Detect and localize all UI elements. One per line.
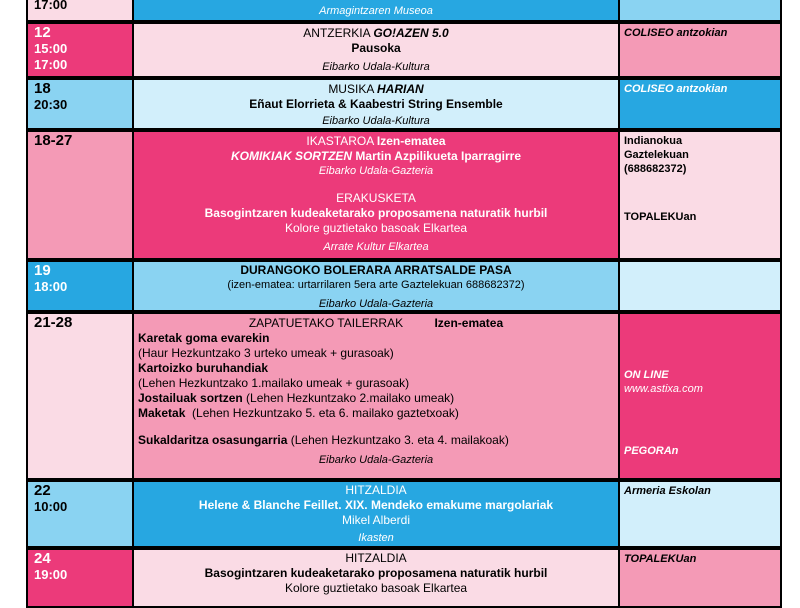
place-cell (620, 0, 780, 20)
place-cell (620, 550, 780, 606)
event-day: 19 (34, 262, 51, 279)
event-title: Eñaut Elorrieta & Kaabestri String Ensemble (249, 97, 503, 111)
date-cell (28, 0, 134, 20)
place-cell (620, 132, 780, 258)
place-cell (620, 314, 780, 478)
event-place: Indianokua Gaztelekuan (688682372) (624, 135, 689, 175)
event-category: MUSIKA (328, 82, 374, 96)
event-time: 17:00 (34, 57, 68, 72)
place-cell (620, 262, 780, 310)
event-place: ON LINE (624, 369, 669, 381)
event-title: Basogintzaren kudeaketarako proposamena naturatik hurbil (204, 206, 548, 220)
event-day: 12 (34, 24, 51, 41)
event-time: 10:00 (34, 499, 68, 514)
workshop-list (134, 331, 618, 448)
event-author: Martin Azpilikueta Iparragirre (355, 149, 522, 163)
event-organizer: Eibarko Udala-Gazteria (318, 454, 434, 466)
workshop-title: Karetak goma evarekin (138, 331, 270, 345)
event-row-2 (26, 78, 782, 130)
event-time: 18:00 (34, 279, 68, 294)
workshop-audience: (Lehen Hezkuntzako 5. eta 6. mailako gaztetxoak) (192, 406, 459, 420)
event-subtitle: Kolore guztietako basoak Elkartea (284, 581, 468, 595)
event-subtitle: (izen-ematea: urtarrilaren 5era arte Gaztelekuan 688682372) (227, 279, 525, 291)
event-day: 18-27 (34, 132, 73, 149)
date-cell (28, 24, 134, 76)
event-title: DURANGOKO BOLERARA ARRATSALDE PASA (240, 263, 512, 277)
event-place: TOPALEKUan (624, 553, 697, 565)
place-cell (620, 482, 780, 546)
event-registration: Izen-ematea (434, 316, 504, 330)
event-row-4 (26, 260, 782, 312)
event-title: Pausoka (351, 41, 401, 55)
workshop-title: Kartoizko buruhandiak (138, 361, 269, 375)
event-place: PEGORAn (624, 445, 679, 457)
event-place: TOPALEKUan (624, 211, 697, 223)
date-cell (28, 132, 134, 258)
place-cell (620, 24, 780, 76)
event-place: COLISEO antzokian (624, 27, 728, 39)
event-row-0 (26, 0, 782, 22)
workshop-title: Sukaldaritza osasungarria (138, 433, 288, 447)
event-title: Helene & Blanche Feillet. XIX. Mendeko emakume margolariak (198, 498, 554, 512)
event-row-6 (26, 480, 782, 548)
event-series: GO!AZEN 5.0 (373, 26, 449, 40)
event-organizer: Ikasten (358, 532, 394, 544)
event-organizer: Eibarko Udala-Gazteria (318, 165, 434, 177)
event-cell (134, 132, 620, 258)
event-title: KOMIKIAK SORTZEN (230, 149, 353, 163)
event-place: Armeria Eskolan (624, 485, 711, 497)
event-cell (134, 482, 620, 546)
event-organizer: Armagintzaren Museoa (319, 5, 433, 17)
event-row-7 (26, 548, 782, 608)
event-cell (134, 314, 620, 478)
event-time: 20:30 (34, 97, 68, 112)
event-category: ERAKUSKETA (336, 191, 416, 205)
event-organizer: Eibarko Udala-Kultura (322, 115, 430, 127)
event-row-5 (26, 312, 782, 480)
workshop-audience: (Lehen Hezkuntzako 3. eta 4. mailakoak) (290, 433, 509, 447)
workshop-title: Maketak (138, 406, 186, 420)
event-time: 15:00 (34, 41, 68, 56)
event-cell (134, 80, 620, 128)
place-cell (620, 80, 780, 128)
event-category: ANTZERKIA (303, 26, 370, 40)
date-cell (28, 80, 134, 128)
event-title: Basogintzaren kudeaketarako proposamena naturatik hurbil (204, 566, 548, 580)
event-day: 18 (34, 80, 51, 97)
event-speaker: Mikel Alberdi (341, 513, 411, 527)
date-cell (28, 550, 134, 606)
event-category: IKASTAROA (306, 134, 374, 148)
event-cell (134, 262, 620, 310)
event-organizer: Eibarko Udala-Gazteria (318, 298, 434, 310)
event-cell (134, 550, 620, 606)
workshop-audience: (Lehen Hezkuntzako 1.mailako umeak + gurasoak) (138, 376, 410, 390)
date-cell (28, 314, 134, 478)
event-category: ZAPATUETAKO TAILERRAK (248, 316, 404, 330)
event-row-1 (26, 22, 782, 78)
date-cell (28, 262, 134, 310)
event-place: COLISEO antzokian (624, 83, 728, 95)
event-cell (134, 0, 620, 20)
event-time: 19:00 (34, 567, 68, 582)
event-category: HITZALDIA (345, 483, 407, 497)
workshop-audience: (Lehen Hezkuntzako 2.mailako umeak) (246, 391, 455, 405)
event-category: HITZALDIA (345, 551, 407, 565)
event-registration: Izen-ematea (376, 134, 446, 148)
event-day: 22 (34, 482, 51, 499)
event-website-link[interactable]: www.astixa.com (624, 383, 703, 395)
event-cell (134, 24, 620, 76)
event-day: 24 (34, 550, 51, 567)
event-time: 17:00 (34, 0, 68, 12)
workshop-title: Jostailuak sortzen (138, 391, 243, 405)
workshop-audience: (Haur Hezkuntzako 3 urteko umeak + gurasoak) (138, 346, 394, 360)
event-organizer: Eibarko Udala-Kultura (322, 61, 430, 73)
event-row-3 (26, 130, 782, 260)
event-day: 21-28 (34, 314, 73, 331)
event-subtitle: Kolore guztietako basoak Elkartea (284, 221, 468, 235)
event-series: HARIAN (377, 82, 424, 96)
date-cell (28, 482, 134, 546)
event-organizer: Arrate Kultur Elkartea (323, 241, 429, 253)
